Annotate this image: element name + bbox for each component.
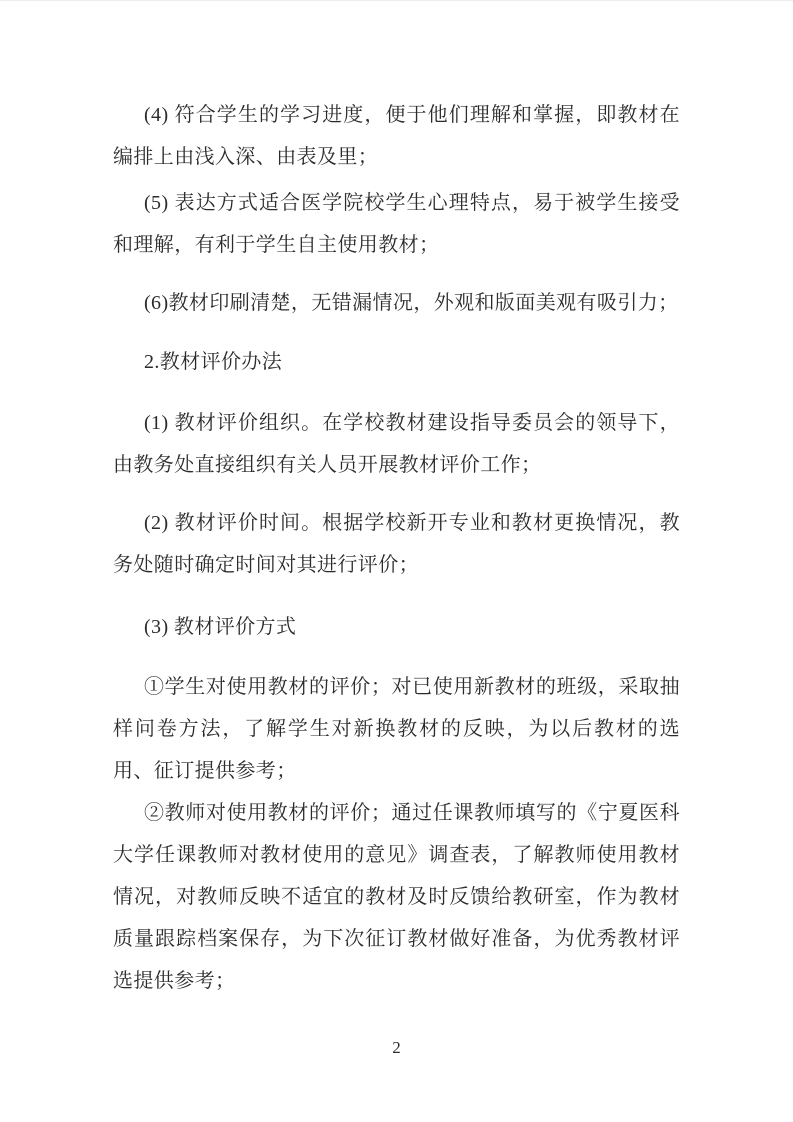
page-content (113, 94, 680, 1002)
paragraph-item-3: (3) 教材评价方式 (144, 616, 297, 638)
page-number: 2 (392, 1038, 401, 1057)
paragraph-item-5: (5) 表达方式适合医学院校学生心理特点，易于被学生接受和理解，有利于学生自主使用教材； (113, 192, 680, 256)
paragraph-item-6: (6)教材印刷清楚，无错漏情况，外观和版面美观有吸引力； (144, 292, 679, 314)
paragraph-circle-2: ②教师对使用教材的评价；通过任课教师填写的《宁夏医科大学任课教师对教材使用的意见》调查表，了解教师使用教材情况，对教师反映不适宜的教材及时反馈给教研室，作为教材质量跟踪档案保存，为下次征订教材做好准备，为优秀教材评选提供参考； (113, 802, 680, 992)
section-heading: 2.教材评价办法 (144, 351, 283, 373)
paragraph-item-4: (4) 符合学生的学习进度，便于他们理解和掌握，即教材在编排上由浅入深、由表及里； (113, 104, 680, 168)
paragraph-circle-1: ①学生对使用教材的评价；对已使用新教材的班级，采取抽样问卷方法，了解学生对新换教材的反映，为以后教材的选用、征订提供参考； (113, 676, 680, 782)
paragraph-item-2: (2) 教材评价时间。根据学校新开专业和教材更换情况，教务处随时确定时间对其进行评价； (113, 512, 680, 576)
paragraph-item-1: (1) 教材评价组织。在学校教材建设指导委员会的领导下，由教务处直接组织有关人员开展教材评价工作； (113, 412, 680, 476)
